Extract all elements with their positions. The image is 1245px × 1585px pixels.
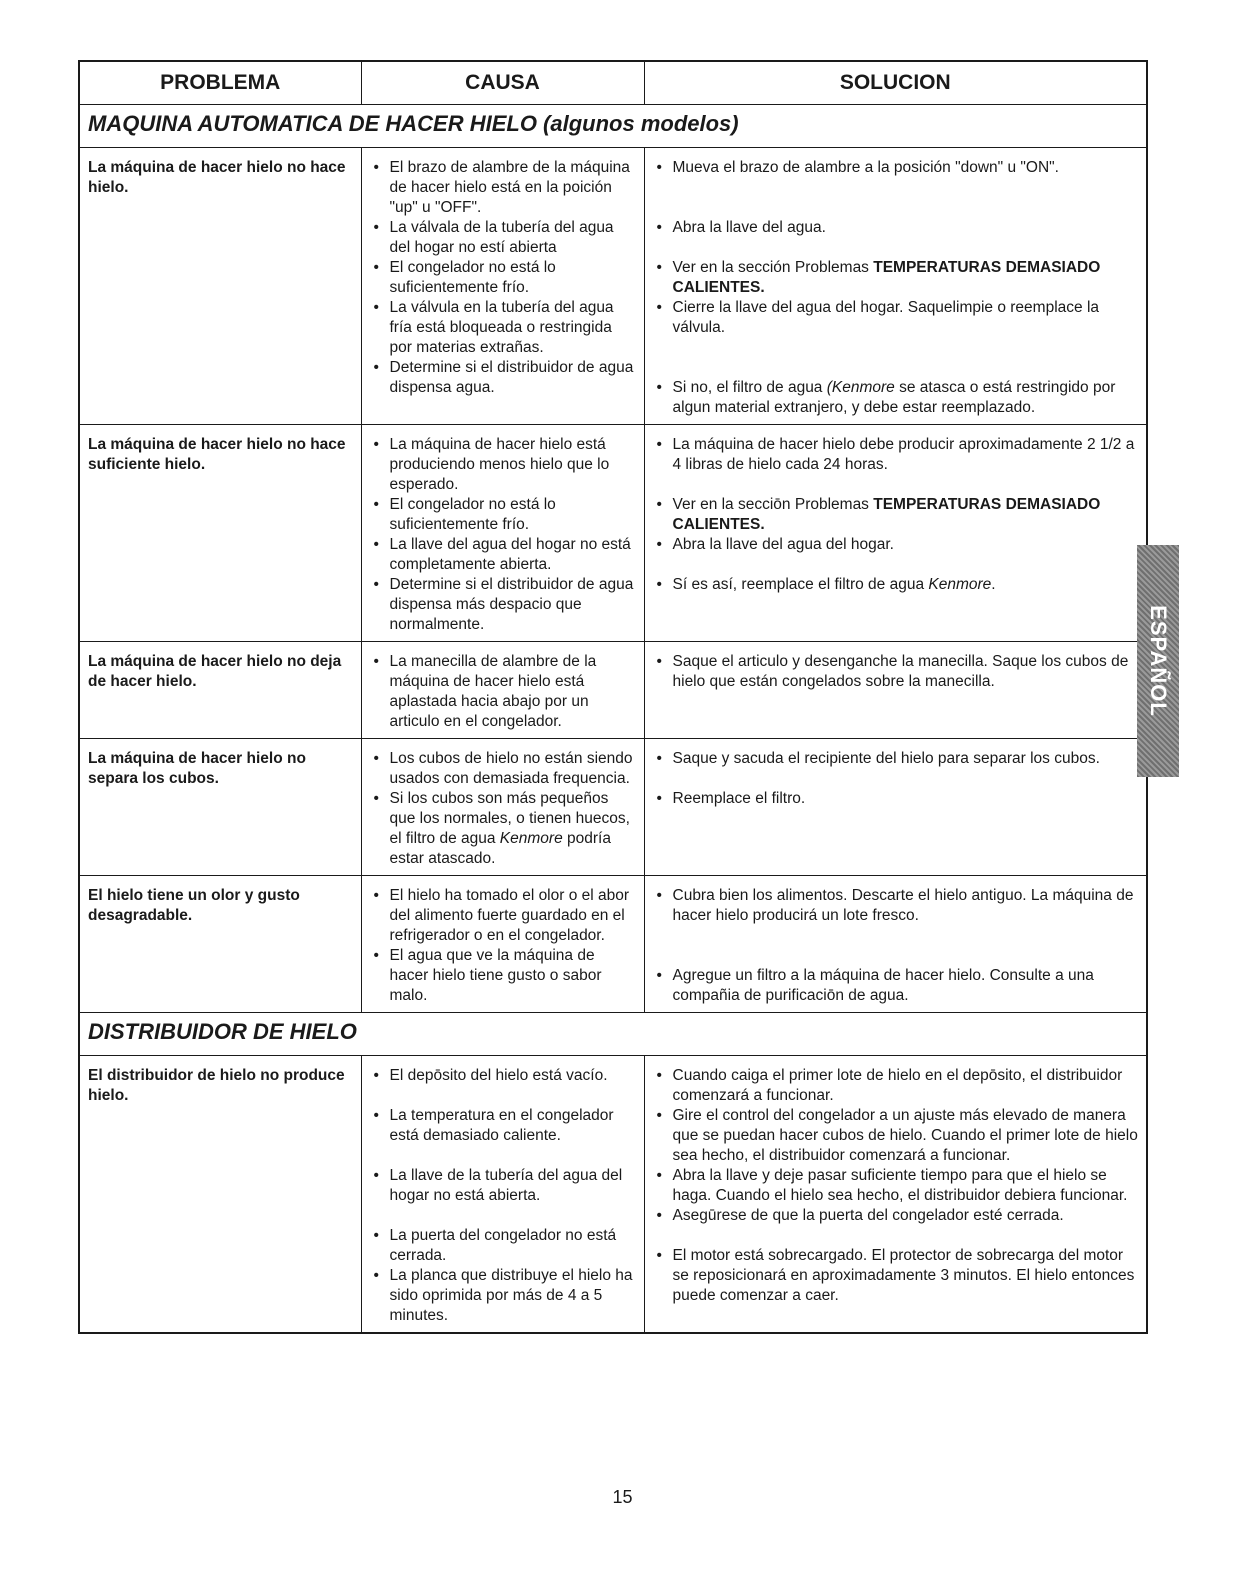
solution-item: • Reemplace el filtro. <box>653 789 1139 809</box>
solution-item: • La máquina de hacer hielo debe producir aproximadamente 2 1/2 a 4 libras de hielo cada 24 horas. <box>653 435 1139 475</box>
cause-item: • El agua que ve la máquina de hacer hielo tiene gusto o sabor malo. <box>370 946 636 1006</box>
solution-item: • Cierre la llave del agua del hogar. Saquelimpie o reemplace la válvula. <box>653 298 1139 338</box>
language-tab-label: ESPAÑOL <box>1146 605 1171 717</box>
cause-item: • La temperatura en el congelador está demasiado caliente. <box>370 1106 636 1146</box>
troubleshooting-table <box>78 60 1148 1334</box>
cause-item: • La puerta del congelador no está cerrada. <box>370 1226 636 1266</box>
section-title: DISTRIBUIDOR DE HIELO <box>79 1013 1147 1056</box>
cause-cell <box>361 425 644 642</box>
table-row <box>79 1056 1147 1334</box>
cause-item: • La válvula en la tubería del agua fría está bloqueada o restringida por materias extrañas. <box>370 298 636 358</box>
cause-item: • Si los cubos son más pequeños que los normales, o tienen huecos, el filtro de agua Kenmore podría estar atascado. <box>370 789 636 869</box>
solution-item: • Ver en la secciōn Problemas TEMPERATURAS DEMASIADO CALIENTES. <box>653 495 1139 535</box>
solution-cell <box>644 148 1147 425</box>
table-row <box>79 642 1147 739</box>
cause-item: • La máquina de hacer hielo está produciendo menos hielo que lo esperado. <box>370 435 636 495</box>
header-problem: PROBLEMA <box>79 61 361 105</box>
cause-item: • Los cubos de hielo no están siendo usados con demasiada frequencia. <box>370 749 636 789</box>
solution-cell <box>644 642 1147 739</box>
problem-cell: El distribuidor de hielo no produce hielo. <box>79 1056 361 1334</box>
page-number: 15 <box>612 1487 633 1507</box>
table-row <box>79 425 1147 642</box>
cause-item: • El hielo ha tomado el olor o el abor del alimento fuerte guardado en el refrigerador o en el congelador. <box>370 886 636 946</box>
header-row <box>79 61 1147 105</box>
table-row <box>79 739 1147 876</box>
header-cause: CAUSA <box>361 61 644 105</box>
table-row <box>79 148 1147 425</box>
cause-item: • Determine si el distribuidor de agua dispensa más despacio que normalmente. <box>370 575 636 635</box>
solution-item: • El motor está sobrecargado. El protector de sobrecarga del motor se reposicionará en aproximadamente 3 minutos. El hielo entonces puede comenzar a caer. <box>653 1246 1139 1306</box>
section-title: MAQUINA AUTOMATICA DE HACER HIELO (algunos modelos) <box>79 105 1147 148</box>
problem-cell: La máquina de hacer hielo no hace suficiente hielo. <box>79 425 361 642</box>
solution-item: • Abra la llave del agua. <box>653 218 1139 238</box>
problem-cell: La máquina de hacer hielo no deja de hacer hielo. <box>79 642 361 739</box>
section-row <box>79 1013 1147 1056</box>
solution-item: • Sí es así, reemplace el filtro de agua Kenmore. <box>653 575 1139 595</box>
solution-cell <box>644 876 1147 1013</box>
problem-cell: La máquina de hacer hielo no hace hielo. <box>79 148 361 425</box>
solution-item: • Cubra bien los alimentos. Descarte el hielo antiguo. La máquina de hacer hielo producirá un lote fresco. <box>653 886 1139 926</box>
cause-item: • El brazo de alambre de la máquina de hacer hielo está en la poición "up" u "OFF". <box>370 158 636 218</box>
cause-item: • La planca que distribuye el hielo ha sido oprimida por más de 4 a 5 minutes. <box>370 1266 636 1326</box>
cause-item: • La válvala de la tubería del agua del hogar no estí abierta <box>370 218 636 258</box>
language-tab <box>1137 545 1179 777</box>
cause-item: • El depōsito del hielo está vacío. <box>370 1066 636 1086</box>
cause-cell <box>361 1056 644 1334</box>
cause-cell <box>361 642 644 739</box>
solution-cell <box>644 739 1147 876</box>
table-row <box>79 876 1147 1013</box>
solution-item: • Saque y sacuda el recipiente del hielo para separar los cubos. <box>653 749 1139 769</box>
solution-item: • Asegūrese de que la puerta del congelador esté cerrada. <box>653 1206 1139 1226</box>
section-row <box>79 105 1147 148</box>
header-solution: SOLUCION <box>644 61 1147 105</box>
problem-cell: El hielo tiene un olor y gusto desagradable. <box>79 876 361 1013</box>
solution-item: • Abra la llave del agua del hogar. <box>653 535 1139 555</box>
solution-cell <box>644 1056 1147 1334</box>
solution-item: • Ver en la sección Problemas TEMPERATURAS DEMASIADO CALIENTES. <box>653 258 1139 298</box>
cause-item: • Determine si el distribuidor de agua dispensa agua. <box>370 358 636 398</box>
solution-item: • Agregue un filtro a la máquina de hacer hielo. Consulte a una compañia de purificaciōn de agua. <box>653 966 1139 1006</box>
solution-item: • Cuando caiga el primer lote de hielo en el depōsito, el distribuidor comenzará a funcionar. <box>653 1066 1139 1106</box>
cause-item: • La llave de la tubería del agua del hogar no está abierta. <box>370 1166 636 1206</box>
cause-cell <box>361 739 644 876</box>
problem-cell: La máquina de hacer hielo no separa los cubos. <box>79 739 361 876</box>
cause-cell <box>361 148 644 425</box>
cause-item: • El congelador no está lo suficientemente frío. <box>370 495 636 535</box>
cause-item: • La llave del agua del hogar no está completamente abierta. <box>370 535 636 575</box>
solution-item: • Si no, el filtro de agua (Kenmore se atasca o está restringido por algun material extranjero, y debe estar reemplazado. <box>653 378 1139 418</box>
solution-item: • Mueva el brazo de alambre a la posición "down" u "ON". <box>653 158 1139 178</box>
solution-cell <box>644 425 1147 642</box>
cause-item: • La manecilla de alambre de la máquina de hacer hielo está aplastada hacia abajo por un articulo en el congelador. <box>370 652 636 732</box>
solution-item: • Gire el control del congelador a un ajuste más elevado de manera que se puedan hacer cubos de hielo. Cuando el primer lote de hielo sea hecho, el distribuidor comenzará a funcionar. <box>653 1106 1139 1166</box>
cause-cell <box>361 876 644 1013</box>
solution-item: • Saque el articulo y desenganche la manecilla. Saque los cubos de hielo que están congelados sobre la manecilla. <box>653 652 1139 692</box>
solution-item: • Abra la llave y deje pasar suficiente tiempo para que el hielo se haga. Cuando el hielo sea hecho, el distribuidor debiera funcionar. <box>653 1166 1139 1206</box>
cause-item: • El congelador no está lo suficientemente frío. <box>370 258 636 298</box>
